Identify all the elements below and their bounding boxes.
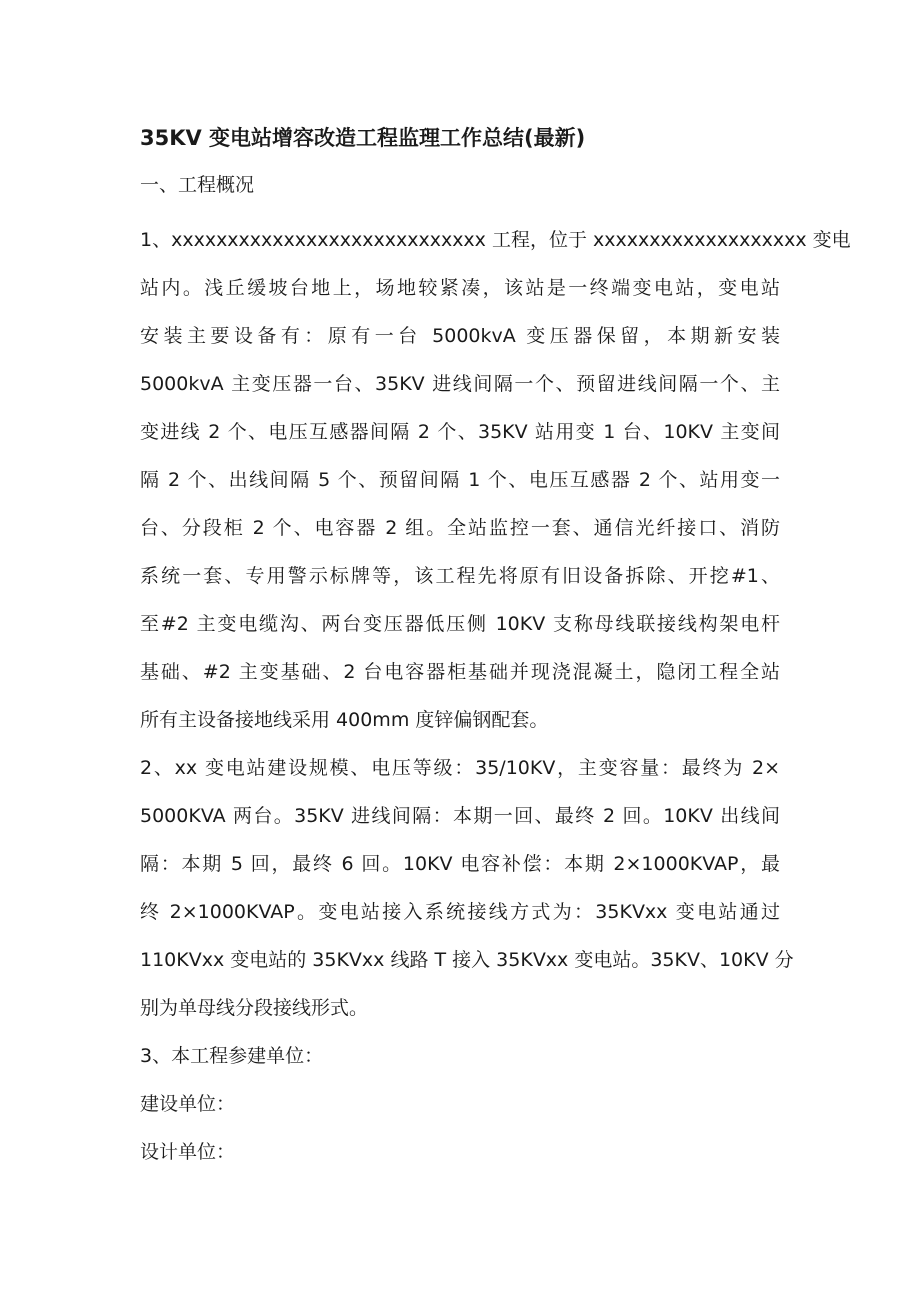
text-line: 2、xx 变电站建设规模、电压等级：35/10KV，主变容量：最终为 2× [140, 757, 780, 779]
text-line: 站内。浅丘缓坡台地上，场地较紧凑，该站是一终端变电站，变电站 [140, 277, 780, 299]
text-line: 1、xxxxxxxxxxxxxxxxxxxxxxxxxxxx 工程，位于 xxxxxxxxxxxxxxxxxxx 变电 [140, 229, 851, 251]
document-page [140, 122, 851, 1176]
text-line: 台、分段柜 2 个、电容器 2 组。全站监控一套、通信光纤接口、消防 [140, 517, 780, 539]
text-line: 安装主要设备有：原有一台 5000kvA 变压器保留，本期新安装 [140, 325, 780, 347]
text-line: 变进线 2 个、电压互感器间隔 2 个、35KV 站用变 1 台、10KV 主变间 [140, 421, 780, 443]
design-unit-label: 设计单位： [140, 1141, 236, 1163]
section-heading-project-overview: 一、工程概况 [140, 174, 255, 196]
text-line: 系统一套、专用警示标牌等，该工程先将原有旧设备拆除、开挖#1、 [140, 565, 780, 587]
text-line: 110KVxx 变电站的 35KVxx 线路 T 接入 35KVxx 变电站。35KV、10KV 分 [140, 949, 794, 971]
text-line: 隔：本期 5 回，最终 6 回。10KV 电容补偿：本期 2×1000KVAP，最 [140, 853, 780, 875]
text-line: 至#2 主变电缆沟、两台变压器低压侧 10KV 支称母线联接线构架电杆 [140, 613, 780, 635]
text-line: 基础、#2 主变基础、2 台电容器柜基础并现浇混凝土，隐闭工程全站 [140, 661, 780, 683]
document-title: 35KV 变电站增容改造工程监理工作总结(最新) [140, 126, 586, 150]
construction-unit-label: 建设单位： [140, 1093, 236, 1115]
paragraph-item-1 [140, 216, 851, 744]
text-line: 别为单母线分段接线形式。 [140, 997, 369, 1019]
paragraph-item-3 [140, 1032, 780, 1176]
text-line: 5000KVA 两台。35KV 进线间隔：本期一回、最终 2 回。10KV 出线间 [140, 805, 780, 827]
text-line: 所有主设备接地线采用 400mm 度锌偏钢配套。 [140, 709, 549, 731]
text-line: 隔 2 个、出线间隔 5 个、预留间隔 1 个、电压互感器 2 个、站用变一 [140, 469, 780, 491]
paragraph-item-2 [140, 744, 794, 1032]
text-line: 终 2×1000KVAP。变电站接入系统接线方式为：35KVxx 变电站通过 [140, 901, 780, 923]
participating-units-heading: 3、本工程参建单位： [140, 1045, 324, 1067]
text-line: 5000kvA 主变压器一台、35KV 进线间隔一个、预留进线间隔一个、主 [140, 373, 780, 395]
